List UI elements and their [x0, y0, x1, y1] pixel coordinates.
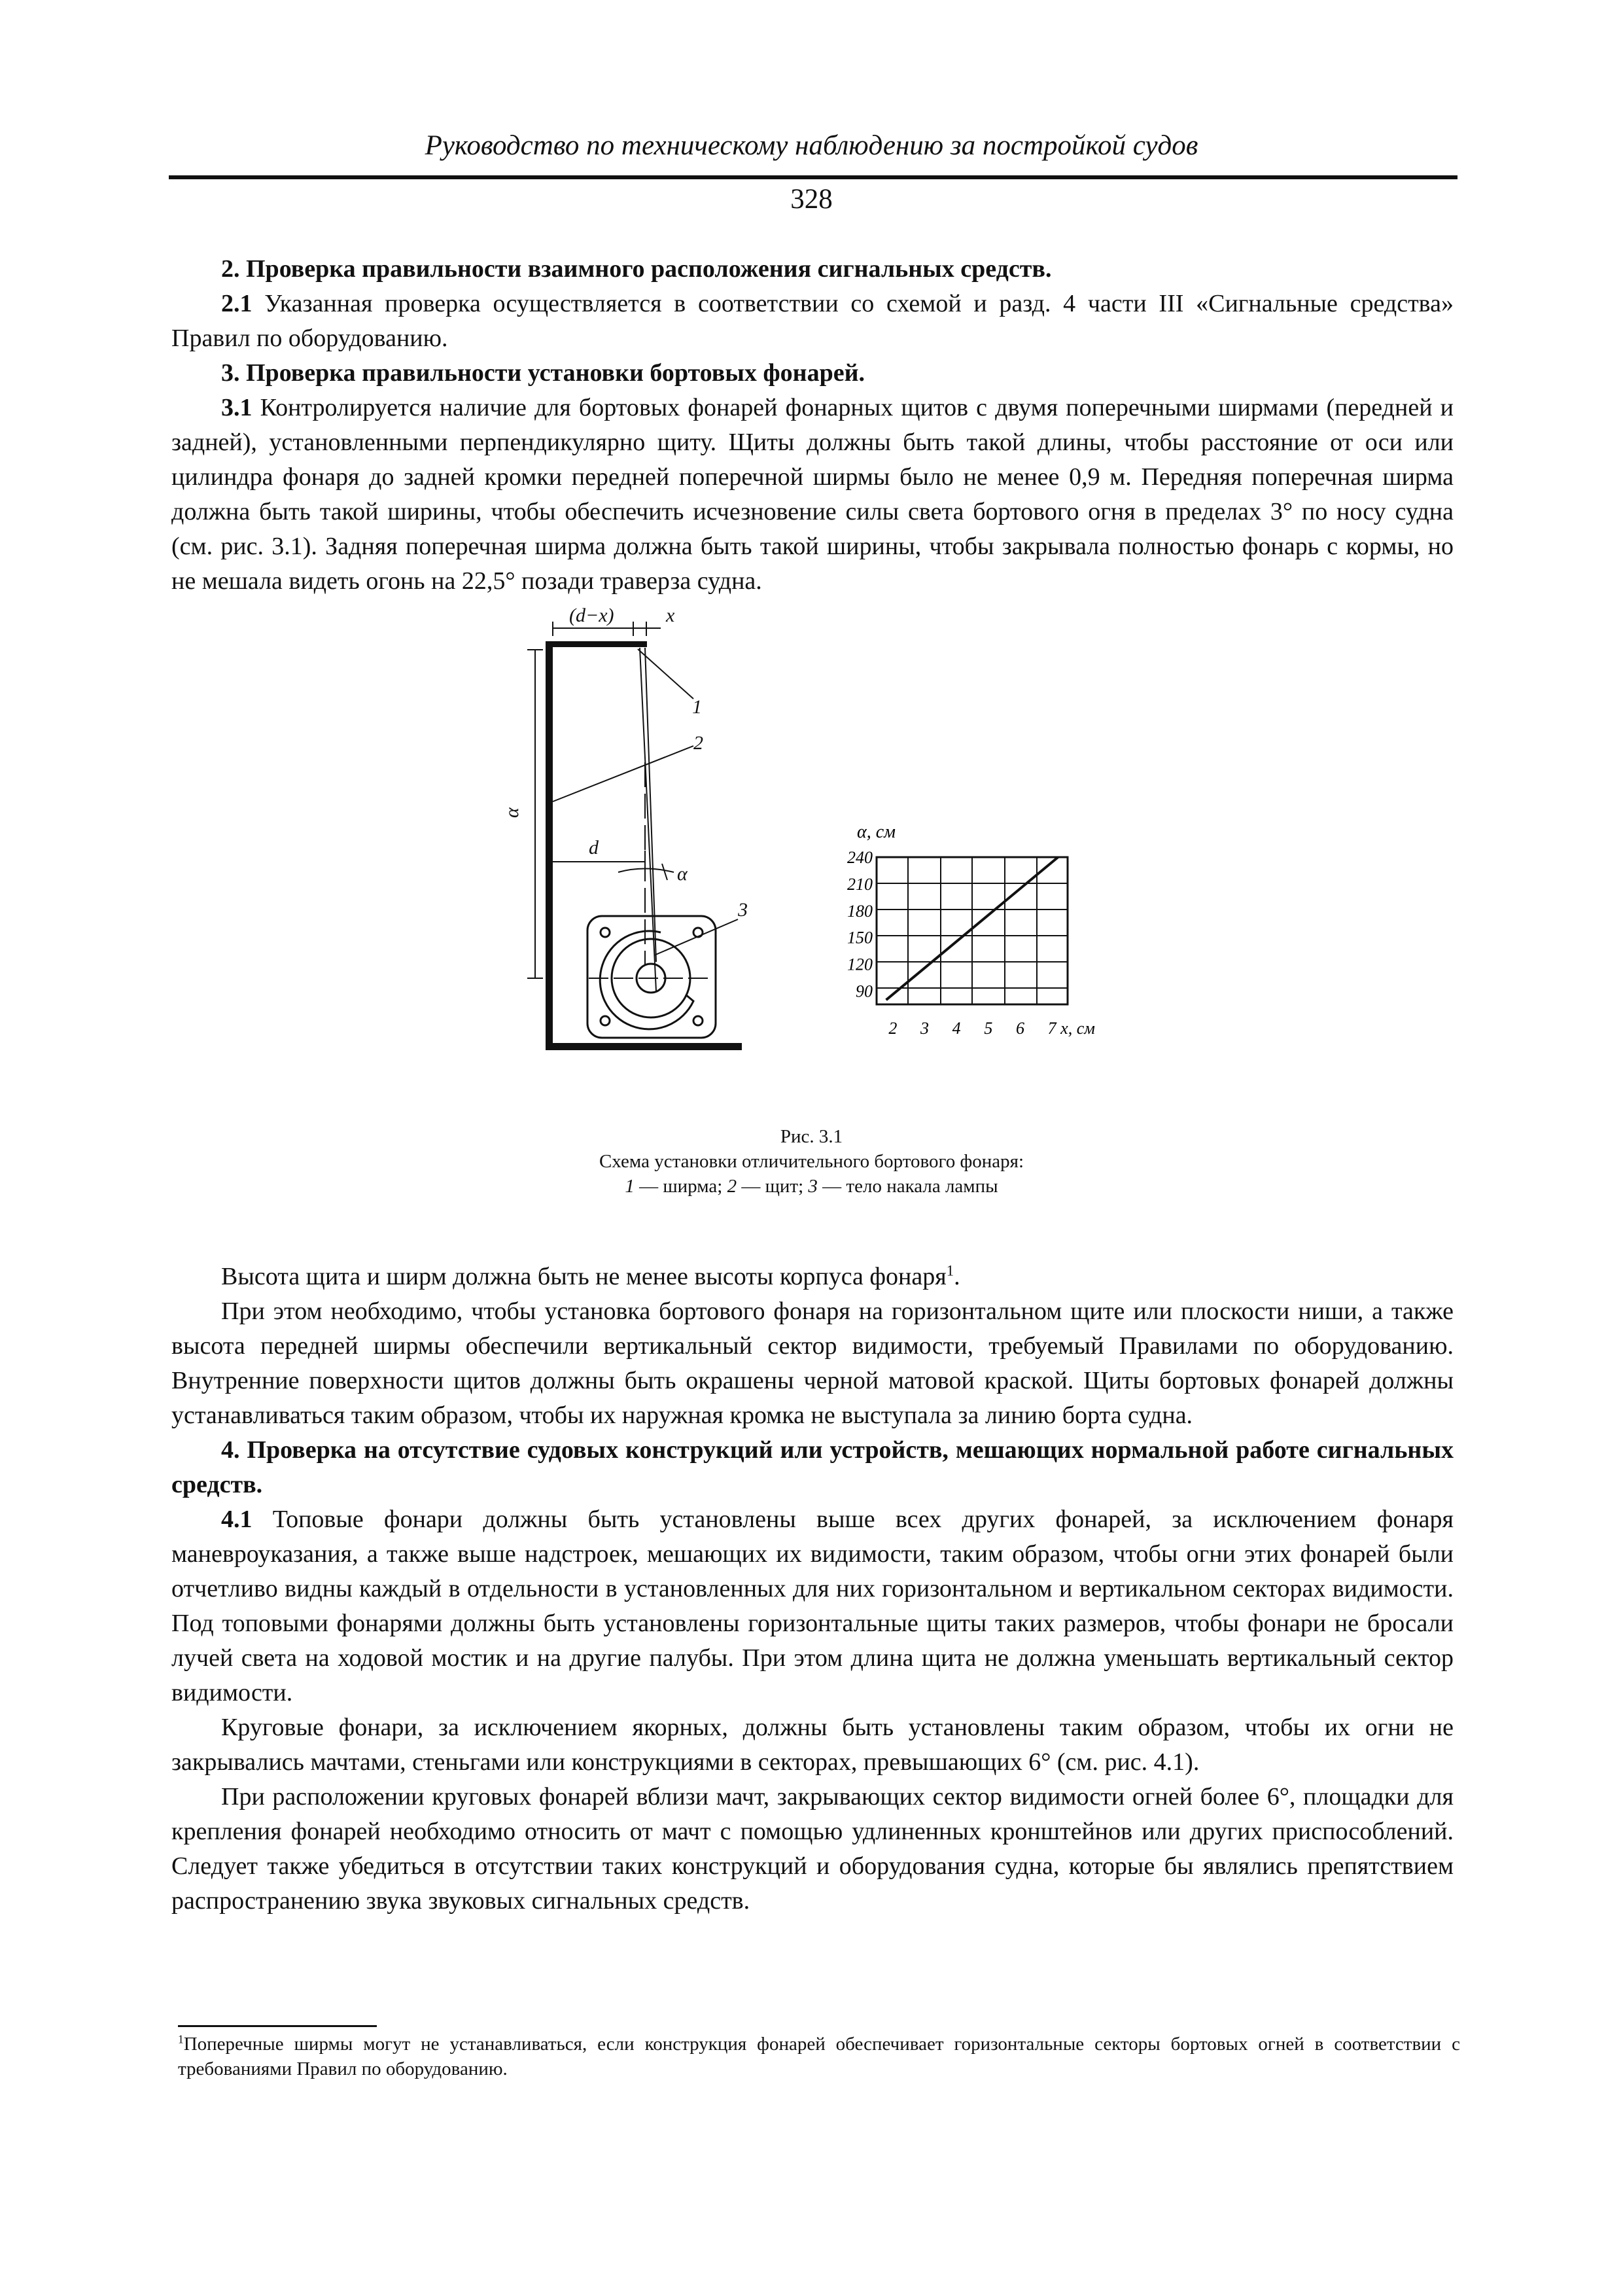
paragraph-2-1: [171, 287, 1454, 356]
alpha-vs-x-chart: [847, 822, 1095, 1038]
paragraph-number: 2.1: [221, 290, 253, 317]
header-rule: [169, 175, 1457, 179]
figure-caption-line-1: Схема установки отличительного бортового фонаря:: [599, 1151, 1024, 1172]
chart-x-tick-label: 6: [1016, 1019, 1024, 1038]
figure-3-1: [501, 595, 1125, 1080]
paragraph-text: Топовые фонари должны быть установлены выше всех других фонарей, за исключением фонаря маневроуказания, а также выше надстроек, мешающих их видимости, таким образом, чтобы огни этих фонарей были отчетливо видны каждый в отдельности в установленных для них горизонтальном и вертикальном секторах видимости. Под топовыми фонарями должны быть установлены горизонтальные щиты таких размеров, чтобы фонари не бросали лучей света на ходовой мостик и на другие палубы. При этом длина щита не должна уменьшать вертикальный сектор видимости.: [171, 1506, 1454, 1706]
paragraph-end: .: [954, 1263, 960, 1290]
paragraph-text: Указанная проверка осуществляется в соответствии со схемой и разд. 4 части III «Сигнальные средства» Правил по оборудованию.: [171, 290, 1454, 352]
chart-x-tick-label: 7 x, см: [1047, 1019, 1095, 1038]
lantern-base: [587, 916, 716, 1038]
paragraph-number: 4.1: [221, 1506, 253, 1533]
shield-vertical: [546, 641, 553, 1050]
section-2-heading: 2. Проверка правильности взаимного расположения сигнальных средств.: [221, 255, 1052, 283]
chart-x-tick-label: 5: [984, 1019, 993, 1038]
chart-y-axis-label: α, см: [857, 822, 896, 842]
page-number: 328: [790, 184, 833, 215]
footnote-rule: [178, 2025, 377, 2027]
label-3: 3: [738, 899, 748, 921]
lantern-diagram: [527, 622, 742, 1050]
caption-text-2: — щит;: [737, 1176, 809, 1197]
label-d: d: [589, 837, 599, 858]
section-3-heading: 3. Проверка правильности установки бортовых фонарей.: [221, 359, 865, 387]
paragraph-near-masts: При расположении круговых фонарей вблизи мачт, закрывающих сектор видимости огней более 6°, площадки для крепления фонарей необходимо относить от мачт с помощью удлиненных кронштейнов или других приспособлений. Следует также убедиться в отсутствии таких конструкций и оборудования судна, которые бы являлись препятствием распространению звука звуковых сигнальных средств.: [171, 1783, 1454, 1915]
footnote-text: Поперечные ширмы могут не устанавливаться, если конструкция фонарей обеспечивает горизонтальные секторы бортовых огней в соответствии с требованиями Правил по оборудованию.: [178, 2034, 1460, 2079]
label-2: 2: [693, 732, 703, 754]
chart-y-tick-label: 120: [847, 955, 873, 974]
upper-text-block: [171, 252, 1454, 599]
caption-num-3: 3: [808, 1176, 818, 1197]
section-4-heading: 4. Проверка на отсутствие судовых конструкций или устройств, мешающих нормальной работе сигнальных средств.: [171, 1436, 1454, 1498]
label-d-minus-x: (d−x): [569, 605, 614, 626]
chart-y-tick-label: 210: [847, 874, 873, 894]
paragraph-circular-lights: Круговые фонари, за исключением якорных, должны быть установлены таким образом, чтобы их огни не закрывались мачтами, стеньгами или конструкциями в секторах, превышающих 6° (см. рис. 4.1).: [171, 1714, 1454, 1776]
paragraph-4-1: [171, 1502, 1454, 1710]
chart-y-tick-label: 150: [847, 928, 873, 947]
paragraph-3-1: [171, 391, 1454, 599]
shield-bottom: [546, 1043, 742, 1050]
chart-x-tick-label: 4: [952, 1019, 961, 1038]
footnote: [178, 2032, 1460, 2081]
paragraph-text: Контролируется наличие для бортовых фонарей фонарных щитов с двумя поперечными ширмами (передней и задней), установленными перпендикулярно щиту. Щиты должны быть такой длины, чтобы расстояние от оси или цилиндра фонаря до задней кромки передней поперечной ширмы было не менее 0,9 м. Передняя поперечная ширма должна быть такой ширины, чтобы обеспечить исчезновение силы света бортового огня в пределах 3° по носу судна (см. рис. 3.1). Задняя поперечная ширма должна быть такой ширины, чтобы закрывала полностью фонарь с кормы, но не мешала видеть огонь на 22,5° позади траверза судна.: [171, 394, 1454, 595]
label-1: 1: [692, 696, 702, 718]
paragraph-install: При этом необходимо, чтобы установка бортового фонаря на горизонтальном щите или плоскости ниши, а также высота передней ширмы обеспечили вертикальный сектор видимости, требуемый Правилами по оборудованию. Внутренние поверхности щитов должны быть окрашены черной матовой краской. Щиты бортовых фонарей должны устанавливаться таким образом, чтобы их наружная кромка не выступала за линию борта судна.: [171, 1298, 1454, 1429]
diagram-labels: [501, 605, 748, 921]
caption-num-1: 1: [625, 1176, 635, 1197]
chart-y-tick-label: 180: [847, 901, 873, 921]
front-screen: [546, 641, 647, 647]
paragraph-number: 3.1: [221, 394, 253, 421]
chart-x-tick-label: 3: [920, 1019, 929, 1038]
lower-text-block: [171, 1260, 1454, 1918]
running-header: Руководство по техническому наблюдению за постройкой судов: [425, 130, 1198, 161]
label-x: x: [666, 605, 675, 626]
ray-2: [553, 746, 693, 802]
chart-y-tick-label: 240: [847, 848, 873, 867]
paragraph-text: Высота щита и ширм должна быть не менее высоты корпуса фонаря: [221, 1263, 947, 1290]
caption-num-2: 2: [727, 1176, 737, 1197]
label-alpha-axis: α: [501, 807, 523, 818]
chart-x-tick-label: 2: [888, 1019, 898, 1038]
caption-text-1: — ширма;: [634, 1176, 727, 1197]
label-alpha-angle: α: [677, 863, 688, 885]
figure-caption-line-2: [0, 1174, 1623, 1199]
caption-text-3: — тело накала лампы: [817, 1176, 998, 1197]
chart-y-tick-label: 90: [856, 981, 873, 1001]
figure-caption-title: Рис. 3.1: [780, 1126, 843, 1147]
paragraph-height: [171, 1260, 1454, 1294]
footnote-mark: 1: [178, 2032, 184, 2046]
footnote-reference: 1: [946, 1262, 954, 1279]
